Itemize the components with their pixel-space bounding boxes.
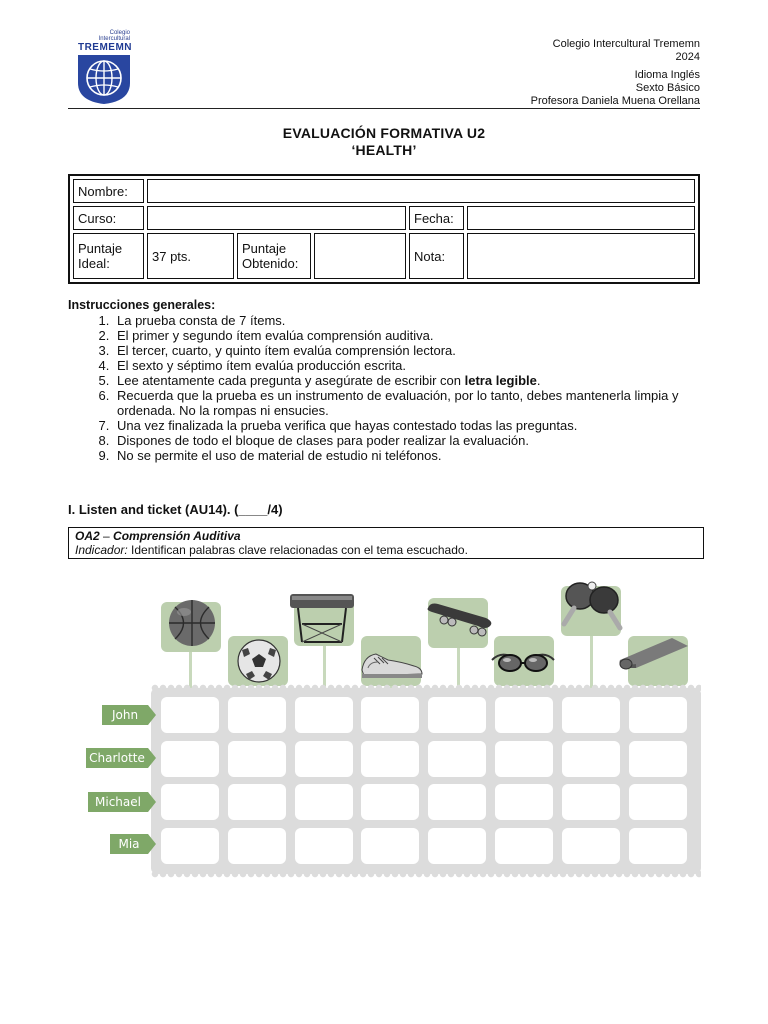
tick-box[interactable] — [361, 828, 419, 864]
instruction-item: 6. Recuerda que la prueba es un instrumento de evaluación, por lo tanto, debes mantenerla limpia y ordenada. No la rompas ni ensucies. — [113, 388, 708, 418]
tick-box[interactable] — [228, 697, 286, 733]
skateboard-icon — [424, 600, 496, 638]
tick-box[interactable] — [495, 784, 553, 820]
indicator-text: Identifican palabras clave relacionadas con el tema escuchado. — [127, 543, 468, 557]
instructions-title: Instrucciones generales: — [68, 298, 216, 312]
tick-box[interactable] — [161, 828, 219, 864]
tick-box[interactable] — [495, 697, 553, 733]
page-title — [0, 125, 768, 159]
shield-globe-icon — [76, 53, 132, 105]
tick-box[interactable] — [562, 784, 620, 820]
yoga-mat-icon — [616, 634, 692, 674]
tick-box[interactable] — [562, 828, 620, 864]
tick-box[interactable] — [562, 697, 620, 733]
oa-code: OA2 — [75, 529, 100, 543]
tick-box[interactable] — [428, 784, 486, 820]
soccer-ball-icon — [232, 638, 286, 684]
tick-box[interactable] — [228, 828, 286, 864]
indicator-line — [75, 543, 697, 557]
instruction-end: . — [536, 373, 541, 388]
name-tag-john: John — [102, 705, 148, 725]
obtained-score-label-line1: Puntaje — [242, 241, 287, 256]
instruction-item: 1. La prueba consta de 7 ítems. — [113, 313, 708, 328]
title-line-2: ‘HEALTH’ — [351, 142, 417, 158]
instruction-item: 8. Dispones de todo el bloque de clases para poder realizar la evaluación. — [113, 433, 708, 448]
tick-box[interactable] — [629, 784, 687, 820]
logo-caption-1: Colegio — [109, 30, 130, 36]
tick-box[interactable] — [228, 784, 286, 820]
tick-box[interactable] — [428, 828, 486, 864]
instruction-item: 9. No se permite el uso de material de estudio ni teléfonos. — [113, 448, 708, 463]
tick-box[interactable] — [161, 784, 219, 820]
tick-box[interactable] — [295, 697, 353, 733]
name-field[interactable] — [147, 179, 695, 203]
name-tag-charlotte: Charlotte — [86, 748, 148, 768]
tick-box[interactable] — [295, 741, 353, 777]
instruction-item: 7. Una vez finalizada la prueba verifica que hayas contestado todas las preguntas. — [113, 418, 708, 433]
header-divider — [68, 108, 700, 109]
tick-box[interactable] — [495, 828, 553, 864]
instructions — [68, 298, 708, 463]
date-field[interactable] — [467, 206, 695, 230]
grade-field[interactable] — [467, 233, 695, 279]
objective-line — [75, 529, 697, 543]
logo-name: TREMEMN — [77, 42, 133, 53]
instruction-item — [113, 373, 708, 388]
tick-box[interactable] — [361, 697, 419, 733]
instruction-item: 4. El sexto y séptimo ítem evalúa producción escrita. — [113, 358, 708, 373]
indicator-label: Indicador: — [75, 543, 128, 557]
tick-box[interactable] — [295, 784, 353, 820]
instruction-item: 2. El primer y segundo ítem evalúa comprensión auditiva. — [113, 328, 708, 343]
subject: Idioma Inglés — [634, 69, 700, 81]
objective-box — [68, 527, 704, 559]
ideal-score-label — [73, 233, 144, 279]
school-year: 2024 — [675, 51, 700, 63]
vaulting-box-icon — [288, 590, 356, 648]
tick-box[interactable] — [562, 741, 620, 777]
ping-pong-paddles-icon — [558, 578, 626, 634]
logo-caption-2: Intercultural — [98, 36, 130, 42]
tick-box[interactable] — [161, 741, 219, 777]
section-1-title: I. Listen and ticket (AU14). (____/4) — [68, 502, 283, 517]
tick-box[interactable] — [161, 697, 219, 733]
name-label: Nombre: — [73, 179, 144, 203]
tick-box[interactable] — [295, 828, 353, 864]
obtained-score-label — [237, 233, 311, 279]
oa-title: Comprensión Auditiva — [113, 529, 241, 543]
instruction-item: 3. El tercer, cuarto, y quinto ítem evalúa comprensión lectora. — [113, 343, 708, 358]
tick-box[interactable] — [361, 784, 419, 820]
sneakers-icon — [358, 646, 426, 682]
school-logo — [76, 30, 134, 110]
student-info-table — [68, 174, 700, 284]
oa-dash: – — [99, 529, 114, 543]
instructions-list — [68, 313, 708, 463]
name-tag-mia: Mia — [110, 834, 148, 854]
obtained-score-field[interactable] — [314, 233, 406, 279]
tick-box[interactable] — [629, 828, 687, 864]
basketball-icon — [164, 598, 220, 648]
ideal-score-value: 37 pts. — [147, 233, 234, 279]
teacher-name: Profesora Daniela Muena Orellana — [530, 95, 700, 107]
instruction-emphasis: letra legible — [464, 373, 537, 388]
title-line-1: EVALUACIÓN FORMATIVA U2 — [282, 125, 486, 141]
school-name: Colegio Intercultural Trememn — [552, 38, 700, 50]
tick-box[interactable] — [428, 741, 486, 777]
instruction-text: Lee atentamente cada pregunta y asegúrate de escribir con — [117, 373, 462, 388]
course-label: Curso: — [73, 206, 144, 230]
grade-level: Sexto Básico — [635, 82, 700, 94]
tick-box[interactable] — [428, 697, 486, 733]
date-label: Fecha: — [409, 206, 464, 230]
course-field[interactable] — [147, 206, 406, 230]
tick-box[interactable] — [361, 741, 419, 777]
tick-box[interactable] — [629, 697, 687, 733]
tick-box[interactable] — [228, 741, 286, 777]
swimming-goggles-icon — [490, 646, 556, 678]
ideal-score-label-line2: Ideal: — [78, 256, 110, 271]
name-tag-michael: Michael — [88, 792, 148, 812]
grade-label: Nota: — [409, 233, 464, 279]
tick-box[interactable] — [495, 741, 553, 777]
school-info — [531, 38, 700, 108]
obtained-score-label-line2: Obtenido: — [242, 256, 299, 271]
tick-box[interactable] — [629, 741, 687, 777]
ideal-score-label-line1: Puntaje — [78, 241, 123, 256]
